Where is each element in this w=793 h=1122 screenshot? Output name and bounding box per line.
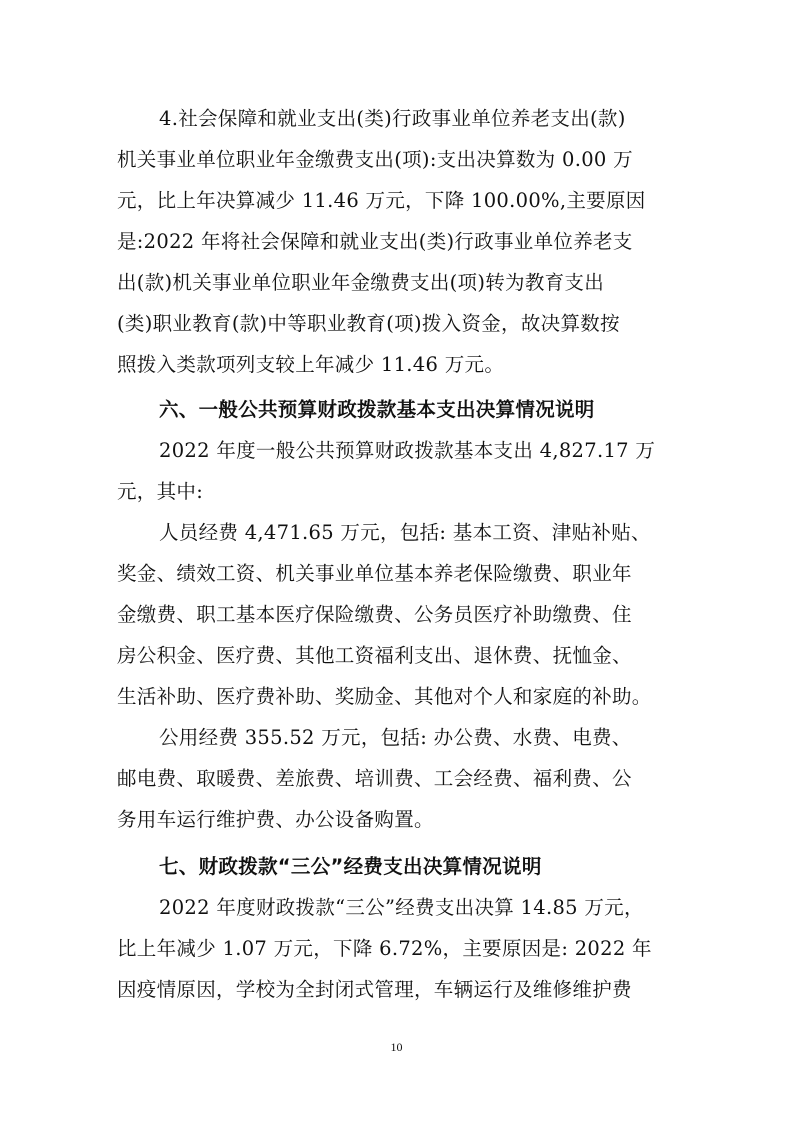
paragraph-line: 务用车运行维护费、办公设备购置。: [117, 808, 434, 831]
section-5-item-4-paragraph: [117, 98, 682, 385]
paragraph-line: 是:2022 年将社会保障和就业支出(类)行政事业单位养老支: [117, 230, 633, 253]
paragraph-line: 奖金、绩效工资、机关事业单位基本养老保险缴费、职业年: [117, 562, 632, 585]
paragraph-line: 生活补助、医疗费补助、奖励金、其他对个人和家庭的补助。: [117, 685, 652, 708]
section-6-heading: 六、一般公共预算财政拨款基本支出决算情况说明: [159, 398, 595, 421]
paragraph-line: 元，比上年决算减少 11.46 万元，下降 100.00%,主要原因: [117, 189, 646, 212]
page-number: 10: [390, 1040, 403, 1054]
paragraph-line: 公用经费 355.52 万元，包括: 办公费、水费、电费、: [159, 726, 632, 749]
paragraph-line: (类)职业教育(款)中等职业教育(项)拨入资金，故决算数按: [117, 312, 620, 335]
paragraph-line: 房公积金、医疗费、其他工资福利支出、退休费、抚恤金、: [117, 644, 632, 667]
paragraph-line: 机关事业单位职业年金缴费支出(项):支出决算数为 0.00 万: [117, 148, 633, 171]
section-7-heading: 七、财政拨款“三公”经费支出决算情况说明: [159, 855, 542, 878]
paragraph-line: 人员经费 4,471.65 万元，包括: 基本工资、津贴补贴、: [159, 521, 651, 544]
paragraph-line: 元，其中:: [117, 480, 204, 503]
paragraph-line: 照拨入类款项列支较上年减少 11.46 万元。: [117, 353, 505, 376]
paragraph-line: 4.社会保障和就业支出(类)行政事业单位养老支出(款): [159, 107, 626, 130]
paragraph-line: 2022 年度一般公共预算财政拨款基本支出 4,827.17 万: [159, 439, 656, 462]
paragraph-line: 比上年减少 1.07 万元，下降 6.72%，主要原因是: 2022 年: [117, 937, 652, 960]
section-6: [117, 389, 682, 840]
section-7: [117, 846, 682, 1010]
paragraph-line: 邮电费、取暖费、差旅费、培训费、工会经费、福利费、公: [117, 767, 632, 790]
paragraph-line: 出(款)机关事业单位职业年金缴费支出(项)转为教育支出: [117, 271, 605, 294]
paragraph-line: 2022 年度财政拨款“三公”经费支出决算 14.85 万元，: [159, 896, 644, 919]
paragraph-line: 因疫情原因，学校为全封闭式管理，车辆运行及维修维护费: [117, 978, 632, 1001]
paragraph-line: 金缴费、职工基本医疗保险缴费、公务员医疗补助缴费、住: [117, 603, 632, 626]
